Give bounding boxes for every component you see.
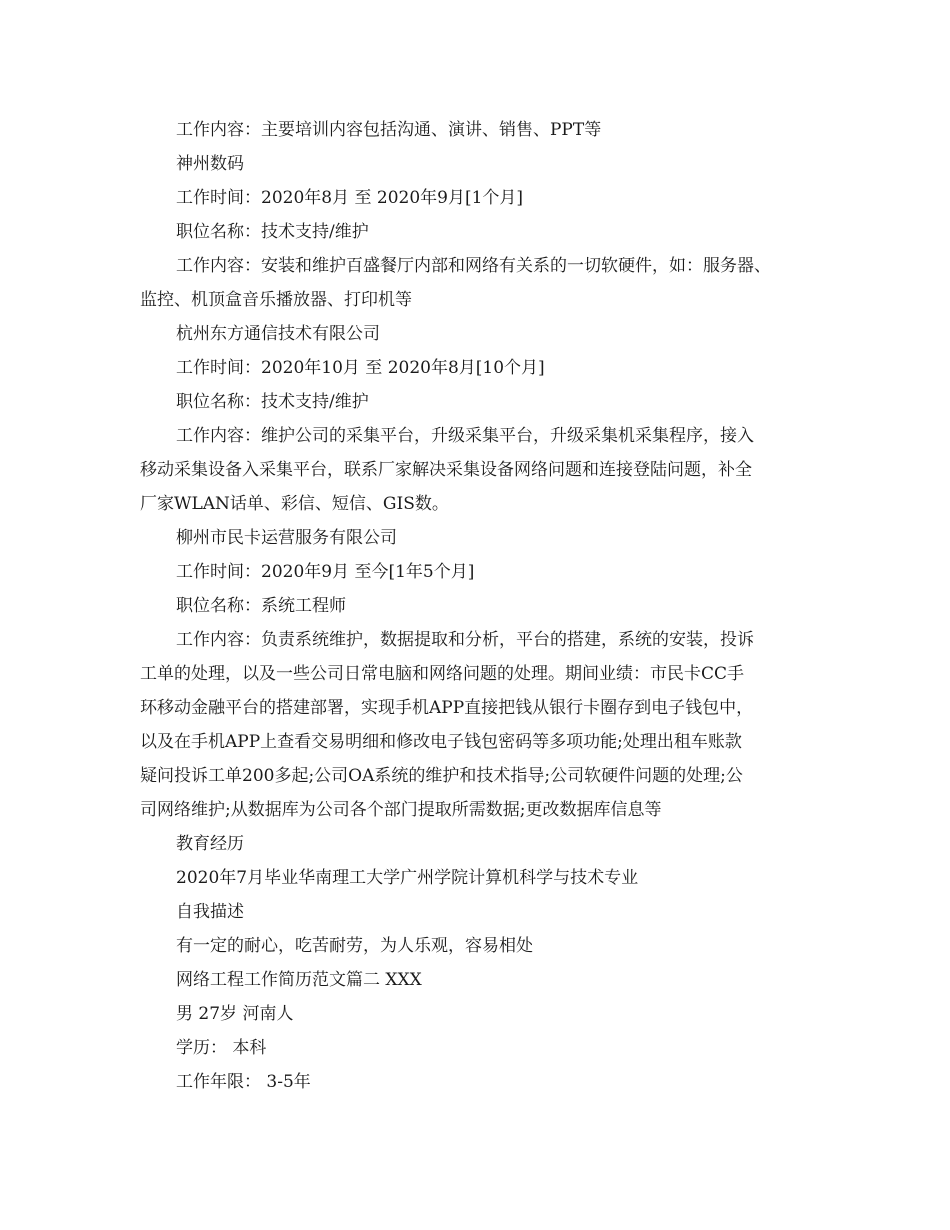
text-line: 工作内容：安装和维护百盛餐厅内部和网络有关系的一切软硬件，如：服务器、 [176, 256, 771, 276]
text-line: 教育经历 [176, 834, 244, 854]
text-line: 柳州市民卡运营服务有限公司 [176, 528, 397, 548]
text-line: 学历： 本科 [176, 1038, 267, 1058]
text-line: 2020年7月毕业华南理工大学广州学院计算机科学与技术专业 [176, 868, 639, 888]
text-line: 工作内容：负责系统维护，数据提取和分析，平台的搭建，系统的安装，投诉 [176, 630, 754, 650]
text-line: 工作内容：维护公司的采集平台，升级采集平台，升级采集机采集程序，接入 [176, 426, 754, 446]
text-line: 职位名称：技术支持/维护 [176, 222, 369, 242]
text-line: 移动采集设备入采集平台，联系厂家解决采集设备网络问题和连接登陆问题，补全 [140, 460, 752, 480]
text-line: 疑问投诉工单200多起;公司OA系统的维护和技术指导;公司软硬件问题的处理;公 [140, 766, 743, 786]
text-line: 厂家WLAN话单、彩信、短信、GIS数。 [140, 494, 449, 514]
text-line: 环移动金融平台的搭建部署，实现手机APP直接把钱从银行卡圈存到电子钱包中， [140, 698, 754, 718]
text-line: 工作时间：2020年10月 至 2020年8月[10个月] [176, 358, 545, 378]
text-line: 监控、机顶盒音乐播放器、打印机等 [140, 290, 412, 310]
text-line: 工作时间：2020年9月 至今[1年5个月] [176, 562, 475, 582]
text-line: 男 27岁 河南人 [176, 1004, 294, 1024]
text-line: 职位名称：技术支持/维护 [176, 392, 369, 412]
text-line: 有一定的耐心，吃苦耐劳，为人乐观，容易相处 [176, 936, 533, 956]
text-line: 杭州东方通信技术有限公司 [176, 324, 380, 344]
text-line: 以及在手机APP上查看交易明细和修改电子钱包密码等多项功能;处理出租车账款 [140, 732, 742, 752]
text-line: 工作年限： 3-5年 [176, 1072, 311, 1092]
text-line: 工单的处理，以及一些公司日常电脑和网络问题的处理。期间业绩：市民卡CC手 [140, 664, 745, 684]
text-line: 自我描述 [176, 902, 244, 922]
text-line: 工作时间：2020年8月 至 2020年9月[1个月] [176, 188, 524, 208]
text-line: 网络工程工作简历范文篇二 XXX [176, 970, 422, 990]
text-line: 工作内容：主要培训内容包括沟通、演讲、销售、PPT等 [176, 120, 602, 140]
text-line: 司网络维护;从数据库为公司各个部门提取所需数据;更改数据库信息等 [140, 800, 662, 820]
document-body [140, 113, 830, 1099]
text-line: 职位名称：系统工程师 [176, 596, 346, 616]
text-line: 神州数码 [176, 154, 244, 174]
